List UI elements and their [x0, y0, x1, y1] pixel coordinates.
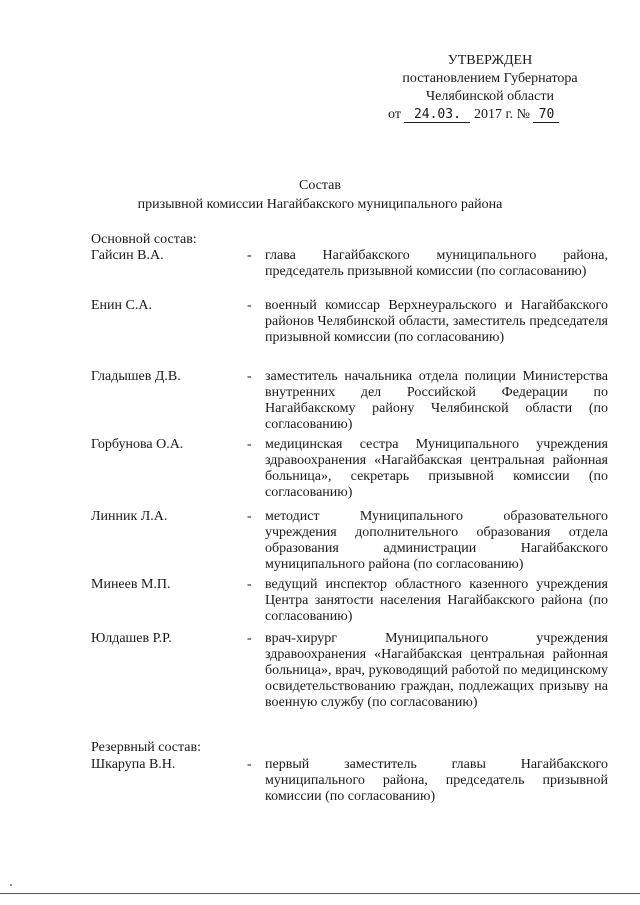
member-dash: - [247, 437, 252, 452]
member-name: Енин С.А. [91, 298, 152, 313]
member-role: глава Нагайбакского муниципального района, председатель призывной комиссии (по согласованию) [265, 248, 608, 279]
member-name: Шкарупа В.Н. [91, 757, 176, 772]
approval-line-1: постановлением Губернатора [402, 71, 578, 86]
handwritten-number: 70 [533, 107, 559, 123]
member-dash: - [247, 248, 252, 263]
approval-date-line [380, 106, 600, 124]
member-name: Гайсин В.А. [91, 248, 164, 263]
document-subtitle: призывной комиссии Нагайбакского муниципального района [137, 197, 503, 212]
member-role: медицинская сестра Муниципального учреждения здравоохранения «Нагайбакская центральная районная больница», секретарь призывной комиссии (по согласованию) [265, 437, 608, 500]
member-name: Линник Л.А. [91, 509, 168, 524]
main-section-label: Основной состав: [91, 232, 197, 247]
member-role: первый заместитель главы Нагайбакского муниципального района, председатель призывной комиссии (по согласованию) [265, 757, 608, 804]
member-name: Минеев М.П. [91, 577, 171, 592]
scan-speck [10, 884, 12, 886]
page-bottom-edge [0, 893, 640, 894]
member-dash: - [247, 369, 252, 384]
document-title: Состав [298, 178, 341, 193]
member-role: методист Муниципального образовательного учреждения дополнительного образования отдела образования администрации Нагайбакского муниципального района (по согласованию) [265, 509, 608, 572]
year-text: 2017 г. № [473, 107, 530, 122]
member-name: Горбунова О.А. [91, 437, 184, 452]
member-dash: - [247, 298, 252, 313]
member-dash: - [247, 509, 252, 524]
date-prefix: от [388, 107, 401, 122]
member-dash: - [247, 577, 252, 592]
approval-stamp [380, 52, 600, 124]
member-dash: - [247, 631, 252, 646]
member-role: военный комиссар Верхнеуральского и Нагайбакского районов Челябинской области, заместитель председателя призывной комиссии (по согласованию) [265, 298, 608, 345]
member-name: Юлдашев Р.Р. [91, 631, 172, 646]
member-role: врач-хирург Муниципального учреждения здравоохранения «Нагайбакская центральная районная больница», врач, руководящий работой по медицинскому освидетельствованию граждан, подлежащих призыву на военную службу (по согласованию) [265, 631, 608, 710]
member-role: заместитель начальника отдела полиции Министерства внутренних дел Российской Федерации по Нагайбакскому району Челябинской области (по согласованию) [265, 369, 608, 432]
member-name: Гладышев Д.В. [91, 369, 181, 384]
member-role: ведущий инспектор областного казенного учреждения Центра занятости населения Нагайбакского района (по согласованию) [265, 577, 608, 624]
reserve-section-label: Резервный состав: [91, 740, 202, 755]
member-dash: - [247, 757, 252, 772]
approval-line-2: Челябинской области [426, 89, 554, 104]
handwritten-date: 24.03. [404, 107, 470, 123]
approval-heading: УТВЕРЖДЕН [447, 53, 533, 68]
